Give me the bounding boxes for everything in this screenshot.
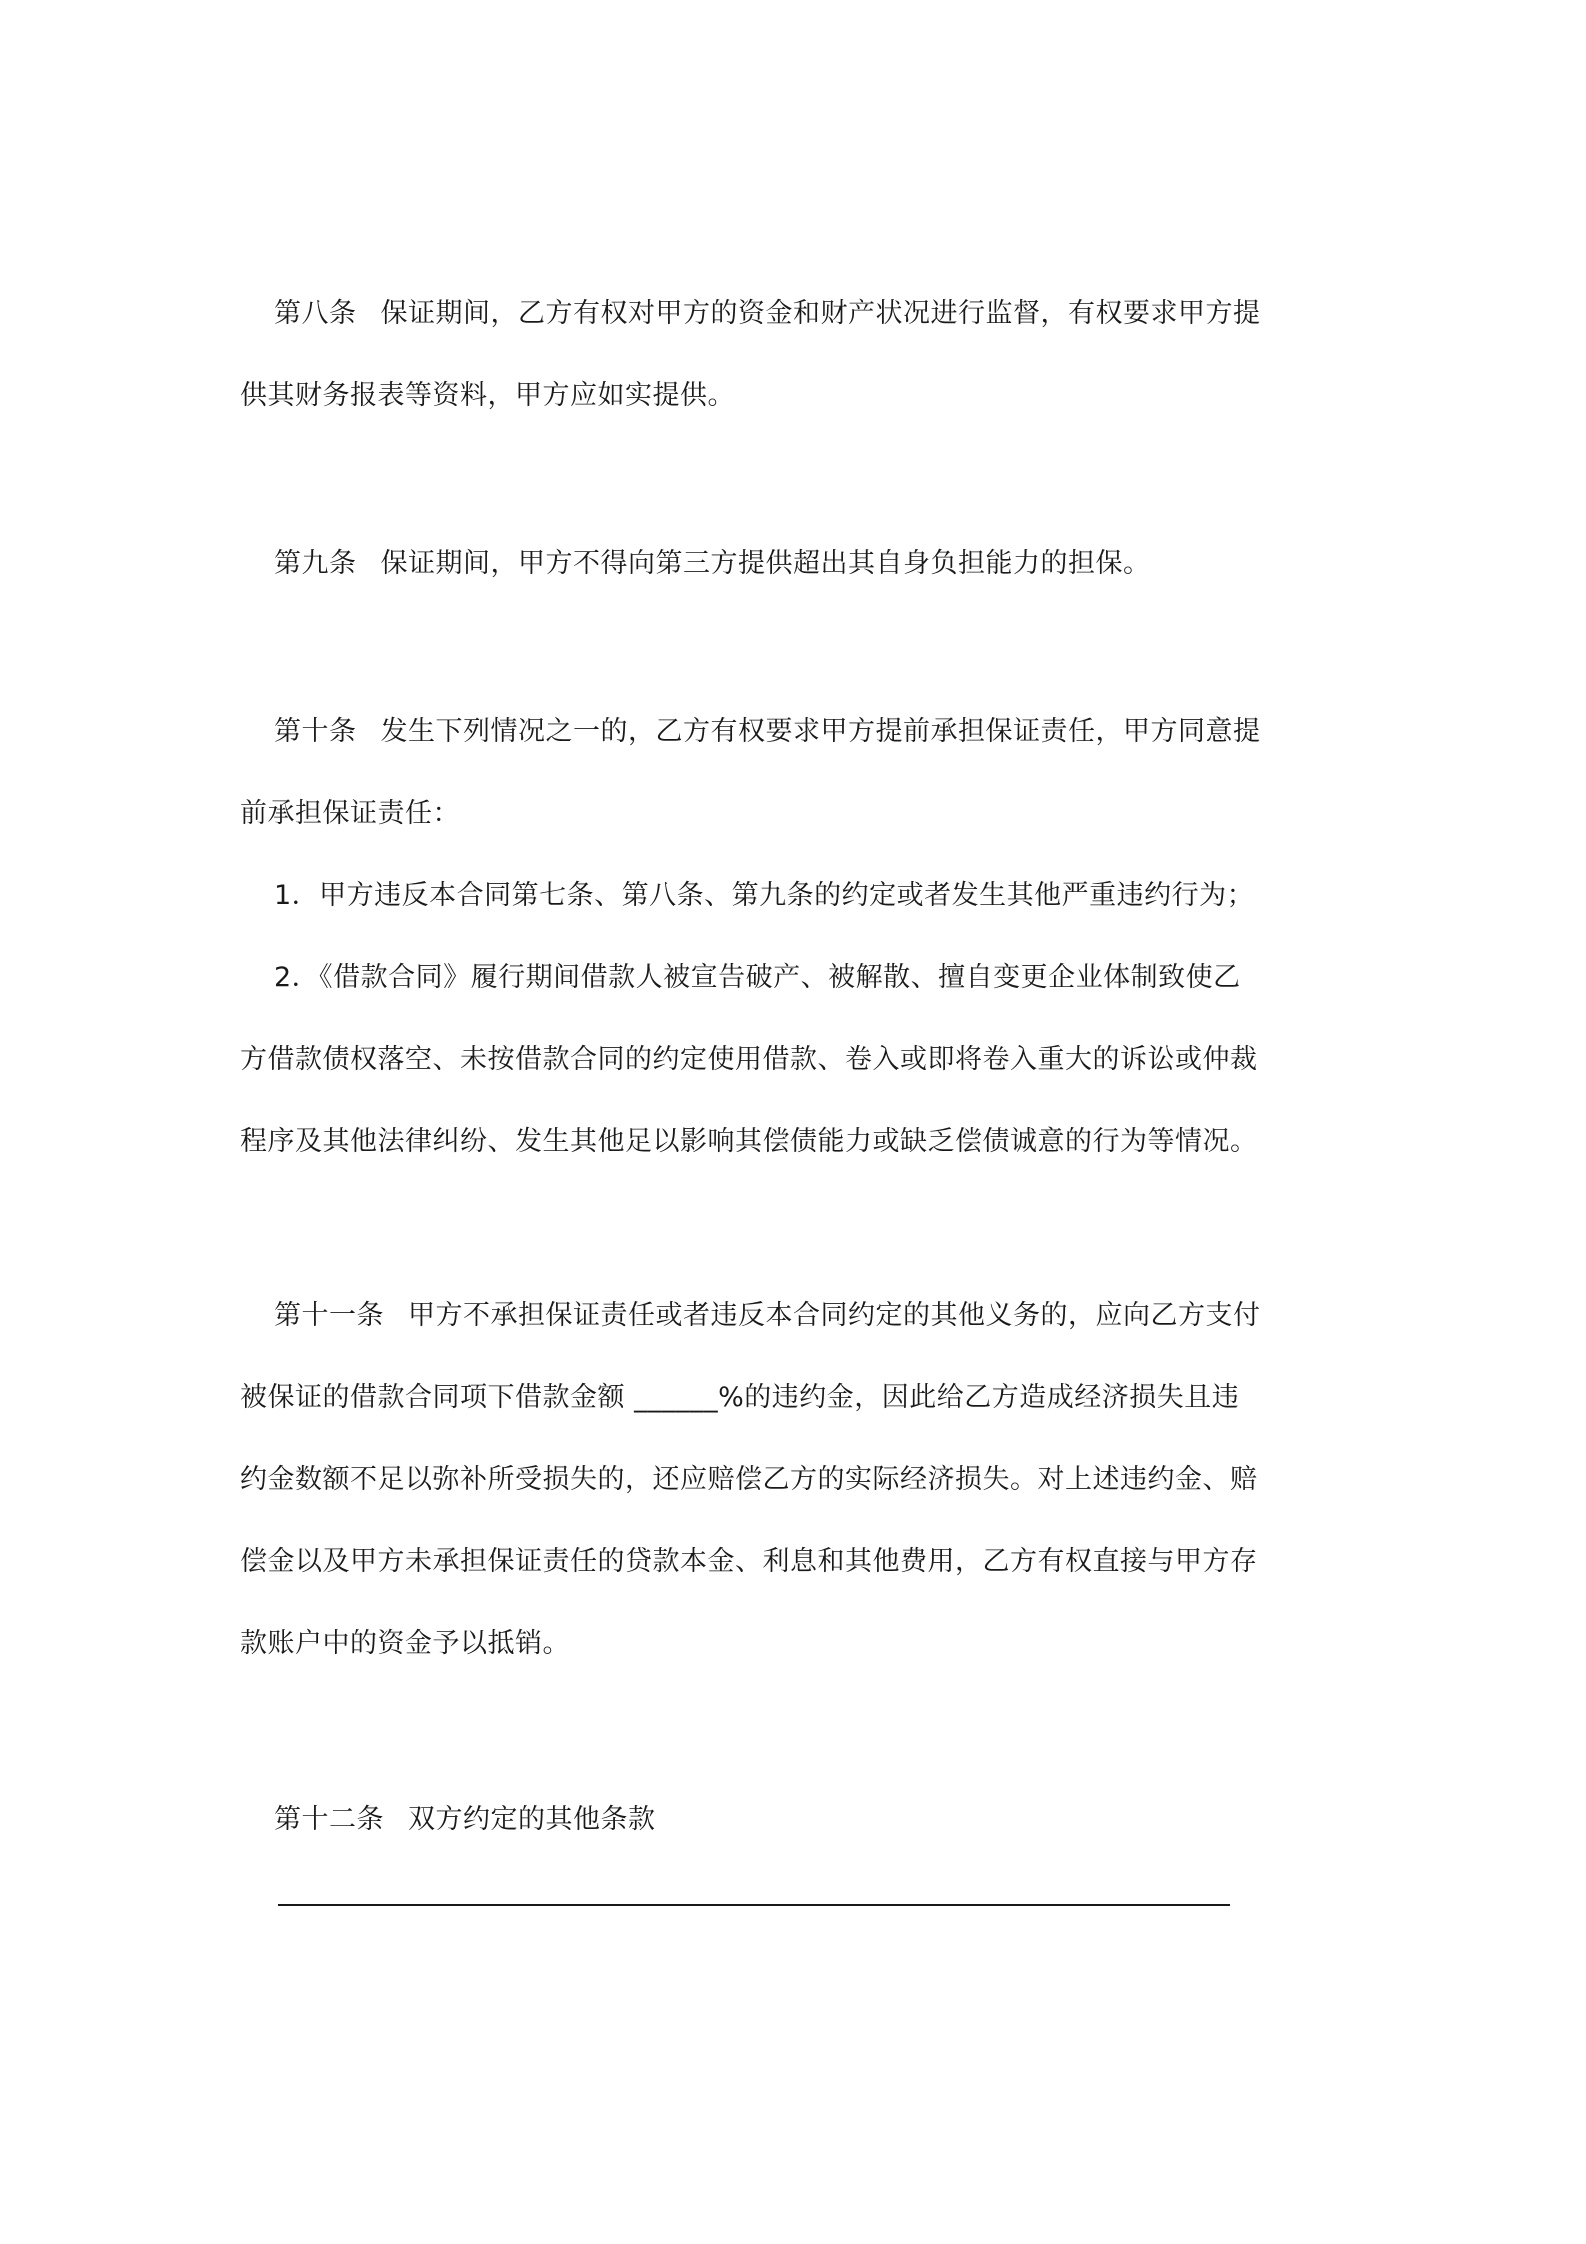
article-11-line-5: 款账户中的资金予以抵销。	[240, 1628, 570, 1659]
article-9-heading: 第九条	[274, 548, 357, 579]
article-12-heading: 第十二条	[274, 1804, 384, 1835]
article-12-line-1	[274, 1800, 656, 1840]
article-11-line-1	[274, 1296, 1261, 1336]
article-10-line-2: 前承担保证责任：	[240, 798, 460, 829]
article-10-line-1	[274, 712, 1261, 752]
article-10-text: 发生下列情况之一的，乙方有权要求甲方提前承担保证责任，甲方同意提	[380, 716, 1261, 747]
article-8-text: 保证期间，乙方有权对甲方的资金和财产状况进行监督，有权要求甲方提	[380, 298, 1261, 329]
article-10-item-2-line-1: 2．《借款合同》履行期间借款人被宣告破产、被解散、擅自变更企业体制致使乙	[274, 962, 1241, 993]
article-10-item-2-line-2: 方借款债权落空、未按借款合同的约定使用借款、卷入或即将卷入重大的诉讼或仲裁	[240, 1044, 1258, 1075]
article-10-heading: 第十条	[274, 716, 357, 747]
article-11-line-3: 约金数额不足以弥补所受损失的，还应赔偿乙方的实际经济损失。对上述违约金、赔	[240, 1464, 1258, 1495]
article-12-text: 双方约定的其他条款	[408, 1804, 656, 1835]
article-11-heading: 第十一条	[274, 1300, 384, 1331]
article-11-line-2: 被保证的借款合同项下借款金额 ______%的违约金，因此给乙方造成经济损失且违	[240, 1382, 1240, 1413]
article-9-text: 保证期间，甲方不得向第三方提供超出其自身负担能力的担保。	[380, 548, 1151, 579]
article-8-line-1	[274, 294, 1261, 334]
article-8-line-2: 供其财务报表等资料，甲方应如实提供。	[240, 380, 735, 411]
article-10-item-1: 1．甲方违反本合同第七条、第八条、第九条的约定或者发生其他严重违约行为；	[274, 880, 1255, 911]
article-10-item-2-line-3: 程序及其他法律纠纷、发生其他足以影响其偿债能力或缺乏偿债诚意的行为等情况。	[240, 1126, 1258, 1157]
article-11-line-4: 偿金以及甲方未承担保证责任的贷款本金、利息和其他费用，乙方有权直接与甲方存	[240, 1546, 1258, 1577]
article-8-heading: 第八条	[274, 298, 357, 329]
article-11-text: 甲方不承担保证责任或者违反本合同约定的其他义务的，应向乙方支付	[408, 1300, 1261, 1331]
other-terms-blank-line	[278, 1904, 1230, 1906]
article-9-line-1	[274, 544, 1151, 584]
